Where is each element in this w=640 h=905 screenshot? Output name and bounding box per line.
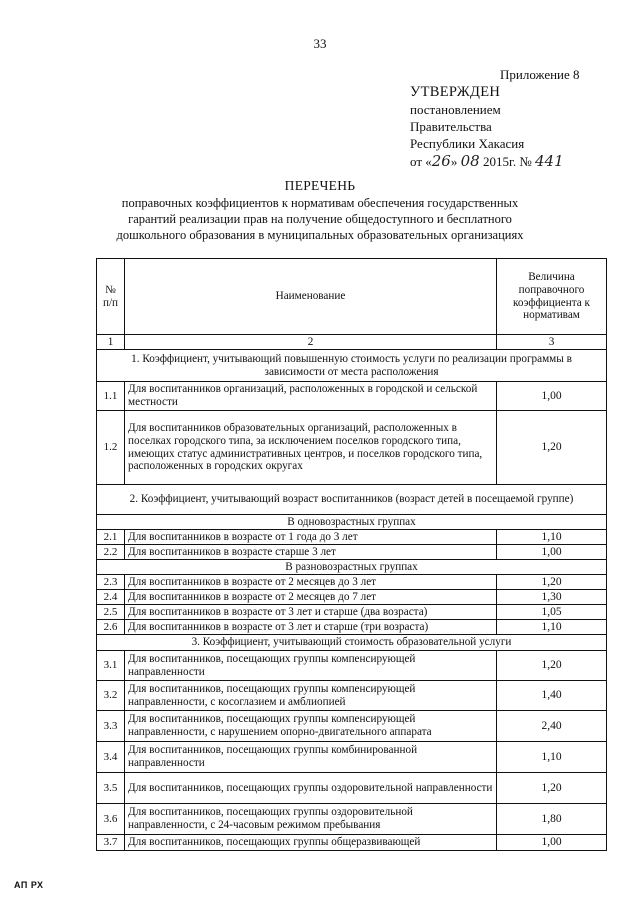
table-section-row xyxy=(97,560,607,575)
row-name: Для воспитанников организаций, расположенных в городской и сельской местности xyxy=(125,382,497,411)
row-number: 3.5 xyxy=(97,773,125,804)
row-name: Для воспитанников в возрасте от 1 года до 3 лет xyxy=(125,530,497,545)
approval-line: Правительства xyxy=(410,119,492,134)
date-year: 2015г. xyxy=(482,154,517,169)
row-value: 1,00 xyxy=(497,382,607,411)
row-value: 1,10 xyxy=(497,742,607,773)
table-row xyxy=(97,773,607,804)
table-row xyxy=(97,545,607,560)
row-name: Для воспитанников образовательных организаций, расположенных в поселках городского типа, за исключением поселков городского типа, имеющих статус административных центров, и поселков городского типа, расположенных в городских округах xyxy=(125,411,497,485)
table-section-row xyxy=(97,635,607,651)
row-name: Для воспитанников в возрасте от 2 месяцев до 7 лет xyxy=(125,590,497,605)
row-name: Для воспитанников, посещающих группы компенсирующей направленности xyxy=(125,651,497,681)
row-value: 1,05 xyxy=(497,605,607,620)
date-prefix: от « xyxy=(410,154,432,169)
approval-date-line xyxy=(410,152,564,171)
table-section-row xyxy=(97,350,607,382)
row-value: 1,30 xyxy=(497,590,607,605)
approval-line: Республики Хакасия xyxy=(410,136,525,151)
section-title: В разновозрастных группах xyxy=(97,560,607,575)
table-section-row xyxy=(97,485,607,515)
row-number: 2.4 xyxy=(97,590,125,605)
col-number-1: 1 xyxy=(97,335,125,350)
row-value: 1,20 xyxy=(497,651,607,681)
table-row xyxy=(97,605,607,620)
row-value: 1,10 xyxy=(497,530,607,545)
subtitle-line: дошкольного образования в муниципальных образовательных организациях xyxy=(116,228,524,242)
row-number: 3.4 xyxy=(97,742,125,773)
row-number: 1.1 xyxy=(97,382,125,411)
row-number: 2.2 xyxy=(97,545,125,560)
row-value: 1,00 xyxy=(497,545,607,560)
document-title: ПЕРЕЧЕНЬ xyxy=(284,178,356,193)
table-row xyxy=(97,382,607,411)
section-title: 2. Коэффициент, учитывающий возраст воспитанников (возраст детей в посещаемой группе) xyxy=(97,485,607,515)
table-row xyxy=(97,681,607,711)
handwritten-month: 08 xyxy=(460,152,480,170)
approved-word: УТВЕРЖДЕН xyxy=(410,84,501,100)
table-row xyxy=(97,575,607,590)
row-name: Для воспитанников, посещающих группы комбинированной направленности xyxy=(125,742,497,773)
subtitle-line: гарантий реализации прав на получение общедоступного и бесплатного xyxy=(128,212,512,226)
row-number: 2.3 xyxy=(97,575,125,590)
row-name: Для воспитанников в возрасте от 3 лет и старше (два возраста) xyxy=(125,605,497,620)
table-row xyxy=(97,620,607,635)
row-name: Для воспитанников, посещающих группы компенсирующей направленности, с косоглазием и амблиопией xyxy=(125,681,497,711)
table-header-row xyxy=(97,259,607,335)
header-name: Наименование xyxy=(125,259,497,335)
table-row xyxy=(97,804,607,835)
row-value: 1,20 xyxy=(497,773,607,804)
page-number: 33 xyxy=(313,36,327,51)
section-title: В одновозрастных группах xyxy=(97,515,607,530)
table-row xyxy=(97,530,607,545)
row-name: Для воспитанников в возрасте старше 3 лет xyxy=(125,545,497,560)
row-number: 3.1 xyxy=(97,651,125,681)
header-number: № п/п xyxy=(97,259,125,335)
table-row xyxy=(97,742,607,773)
handwritten-number: 441 xyxy=(534,152,564,170)
section-title: 3. Коэффициент, учитывающий стоимость образовательной услуги xyxy=(97,635,607,651)
table-row xyxy=(97,411,607,485)
footer-stamp: АП РХ xyxy=(14,880,44,890)
approval-block xyxy=(410,83,564,171)
row-name: Для воспитанников, посещающих группы компенсирующей направленности, с нарушением опорно-двигательного аппарата xyxy=(125,711,497,742)
row-value: 2,40 xyxy=(497,711,607,742)
row-number: 3.2 xyxy=(97,681,125,711)
row-number: 2.6 xyxy=(97,620,125,635)
col-number-2: 2 xyxy=(125,335,497,350)
row-number: 2.1 xyxy=(97,530,125,545)
row-value: 1,80 xyxy=(497,804,607,835)
subtitle-line: поправочных коэффициентов к нормативам обеспечения государственных xyxy=(121,196,519,210)
row-name: Для воспитанников в возрасте от 3 лет и старше (три возраста) xyxy=(125,620,497,635)
row-value: 1,10 xyxy=(497,620,607,635)
table-row xyxy=(97,590,607,605)
row-number: 3.3 xyxy=(97,711,125,742)
row-name: Для воспитанников, посещающих группы оздоровительной направленности xyxy=(125,773,497,804)
table-row xyxy=(97,711,607,742)
row-name: Для воспитанников в возрасте от 2 месяцев до 3 лет xyxy=(125,575,497,590)
row-number: 3.7 xyxy=(97,835,125,851)
number-prefix: № xyxy=(519,154,532,169)
row-value: 1,20 xyxy=(497,411,607,485)
document-subtitle xyxy=(80,195,560,243)
row-number: 2.5 xyxy=(97,605,125,620)
row-value: 1,40 xyxy=(497,681,607,711)
table-section-row xyxy=(97,515,607,530)
column-numbers-row xyxy=(97,335,607,350)
row-name: Для воспитанников, посещающих группы общеразвивающей xyxy=(125,835,497,851)
table-row xyxy=(97,835,607,851)
coefficients-table xyxy=(96,258,607,851)
header-value: Величина поправочного коэффициента к нормативам xyxy=(497,259,607,335)
row-value: 1,00 xyxy=(497,835,607,851)
appendix-label: Приложение 8 xyxy=(500,67,580,82)
handwritten-day: 26 xyxy=(431,152,451,170)
row-value: 1,20 xyxy=(497,575,607,590)
table-row xyxy=(97,651,607,681)
date-mid: » xyxy=(450,154,461,169)
row-number: 1.2 xyxy=(97,411,125,485)
row-number: 3.6 xyxy=(97,804,125,835)
row-name: Для воспитанников, посещающих группы оздоровительной направленности, с 24-часовым режимом пребывания xyxy=(125,804,497,835)
section-title: 1. Коэффициент, учитывающий повышенную стоимость услуги по реализации программы в зависимости от места расположения xyxy=(97,350,607,382)
approval-line: постановлением xyxy=(410,102,501,117)
col-number-3: 3 xyxy=(497,335,607,350)
